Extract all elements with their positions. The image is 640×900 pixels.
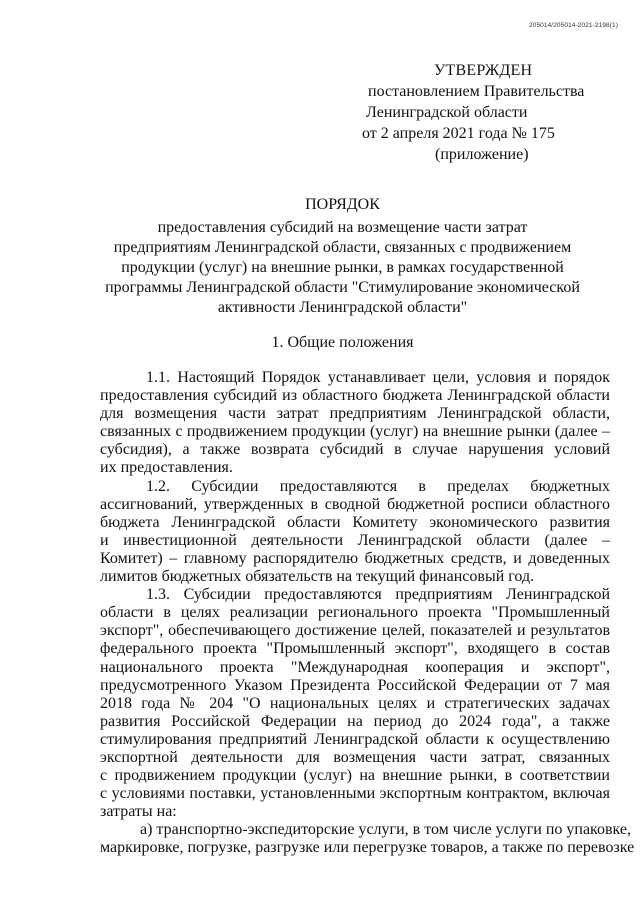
document-subtitle-line: активности Ленинградской области"	[217, 299, 468, 316]
paragraph-line: лимитов бюджетных обязательств на текущий финансовый год.	[100, 568, 535, 586]
paragraph-line: затраты на:	[100, 803, 177, 821]
paragraph-line: и инвестиционной деятельности Ленинградской области (далее –	[100, 531, 610, 549]
section-heading: 1. Общие положения	[271, 334, 414, 351]
paragraph-line: для возмещения части затрат предприятиям Ленинградской области,	[100, 405, 610, 423]
paragraph-line: Комитет) – главному распорядителю бюджетных средств, и доведенных	[100, 549, 610, 567]
paragraph-line: субсидия), а также возврата субсидий в случае нарушения условий	[100, 441, 610, 459]
paragraph-line: предоставления субсидий из областного бюджета Ленинградской области	[100, 387, 610, 405]
paragraph-line: области в целях реализации регионального проекта "Промышленный	[100, 604, 610, 622]
approval-title: УТВЕРЖДЕН	[434, 62, 533, 79]
document-subtitle-line: предоставления субсидий на возмещение части затрат	[157, 219, 528, 236]
paragraph-line: экспортной деятельности для возмещения части затрат, связанных	[100, 748, 610, 766]
paragraph-line: с продвижением продукции (услуг) на внешние рынки, в соответствии	[100, 767, 610, 785]
approval-stamp	[362, 60, 612, 165]
paragraph-line: с условиями поставки, установленными экспортным контрактом, включая	[100, 785, 610, 803]
paragraph-line: 2018 года № 204 "О национальных целях и стратегических задачах	[100, 694, 610, 712]
document-title-block	[60, 195, 625, 318]
document-subtitle-line: предприятиям Ленинградской области, связанных с продвижением	[113, 239, 572, 256]
paragraph-line: развития Российской Федерации на период до 2024 года", а также	[100, 712, 610, 730]
document-subtitle-line: продукции (услуг) на внешние рынки, в рамках государственной	[121, 259, 564, 276]
paragraph-line: предусмотренного Указом Президента Российской Федерации от 7 мая	[100, 676, 610, 694]
document-title: ПОРЯДОК	[305, 196, 380, 213]
paragraph-line: федерального проекта "Промышленный экспорт", входящего в состав	[100, 640, 610, 658]
paragraph-line: ассигнований, утвержденных в сводной бюджетной росписи областного	[100, 495, 610, 513]
paragraph-line: экспорт", обеспечивающего достижение целей, показателей и результатов	[100, 622, 610, 640]
paragraph-line: их предоставления.	[100, 459, 233, 477]
paragraph-line: 1.1. Настоящий Порядок устанавливает цели, условия и порядок	[146, 369, 610, 386]
approval-line: постановлением Правительства	[368, 83, 585, 100]
paragraph-line: национального проекта "Международная кооперация и экспорт",	[100, 658, 610, 676]
paragraph-line: а) транспортно-экспедиторские услуги, в том числе услуги по упаковке,	[140, 821, 632, 839]
approval-line: Ленинградской области	[366, 104, 528, 121]
approval-line: от 2 апреля 2021 года № 175	[362, 125, 555, 142]
paragraph-line: 1.2. Субсидии предоставляются в пределах бюджетных	[146, 477, 610, 495]
approval-line: (приложение)	[435, 146, 529, 163]
paragraph-line: 1.3. Субсидии предоставляются предприятиям Ленинградской	[146, 586, 610, 604]
document-subtitle-line: программы Ленинградской области "Стимулирование экономической	[105, 279, 580, 296]
document-body	[100, 369, 635, 858]
paragraph-line: бюджета Ленинградской области Комитету экономического развития	[100, 513, 610, 531]
paragraph-line: маркировке, погрузке, разгрузке или перегрузке товаров, а также по перевозке	[100, 839, 635, 857]
paragraph-line: связанных с продвижением продукции (услуг) на внешние рынки (далее –	[100, 423, 610, 441]
document-code: 205014/205014-2021-2198(1)	[529, 22, 618, 29]
paragraph-line: стимулирования предприятий Ленинградской области к осуществлению	[100, 730, 610, 748]
